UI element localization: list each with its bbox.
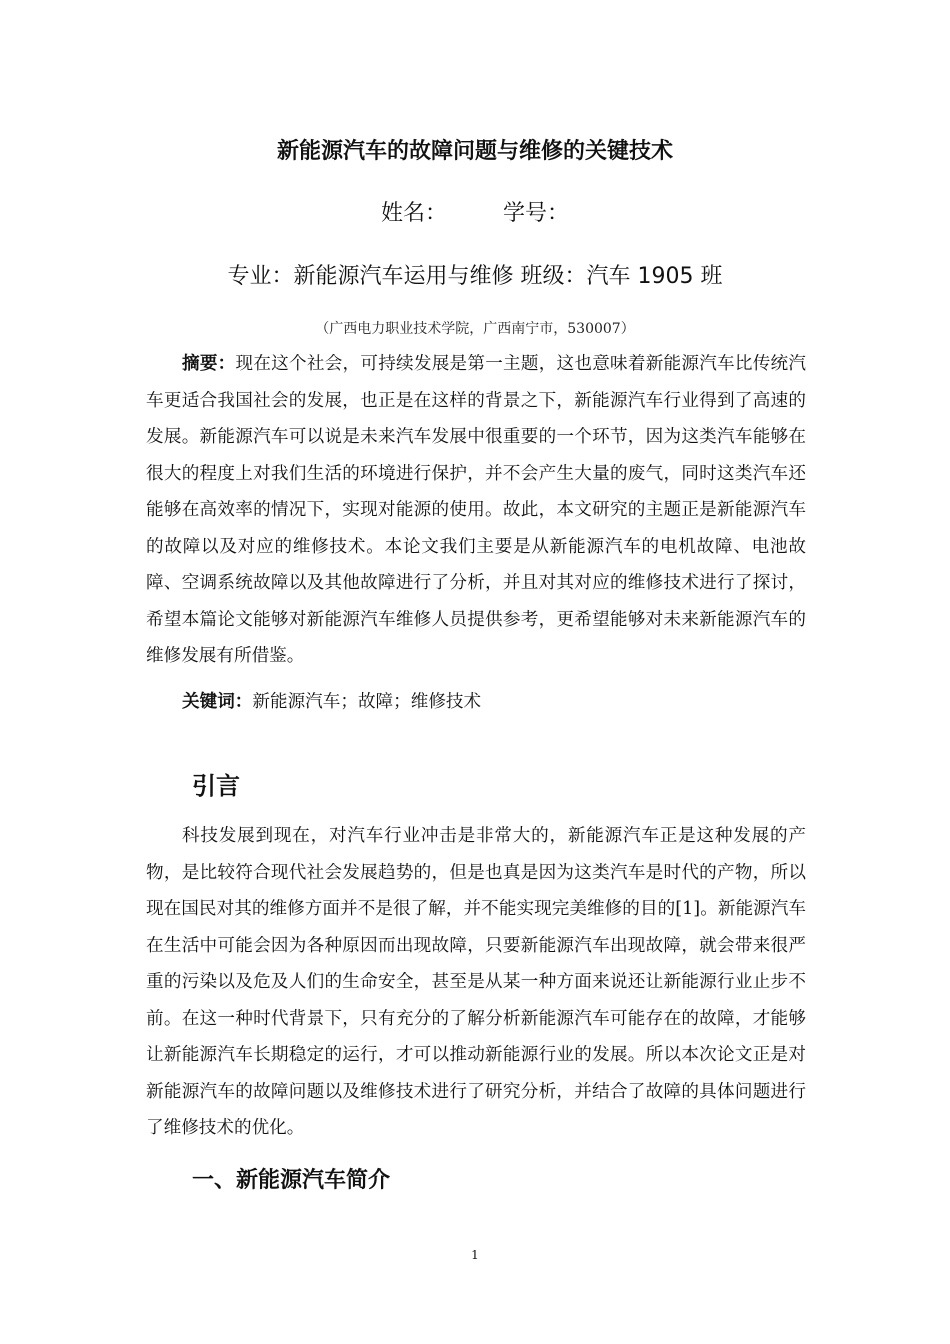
major-class-line: 专业：新能源汽车运用与维修 班级：汽车 1905 班: [227, 264, 723, 289]
name-label: 姓名：: [380, 201, 447, 226]
page-number: 1: [471, 1248, 479, 1262]
student-id-label: 学号：: [503, 201, 570, 226]
keywords-line: [146, 684, 806, 721]
abstract-paragraph: [146, 346, 806, 675]
abstract-label: 摘要：: [182, 353, 236, 374]
abstract-text: 现在这个社会，可持续发展是第一主题，这也意味着新能源汽车比传统汽车更适合我国社会的发展，也正是在这样的背景之下，新能源汽车行业得到了高速的发展。新能源汽车可以说是未来汽车发展中很重要的一个环节，因为这类汽车能够在很大的程度上对我们生活的环境进行保护，并不会产生大量的废气，同时这类汽车还能够在高效率的情况下，实现对能源的使用。故此，本文研究的主题正是新能源汽车的故障以及对应的维修技术。本论文我们主要是从新能源汽车的电机故障、电池故障、空调系统故障以及其他故障进行了分析，并且对其对应的维修技术进行了探讨，希望本篇论文能够对新能源汽车维修人员提供参考，更希望能够对未来新能源汽车的维修发展有所借鉴。: [146, 354, 806, 666]
author-line: [0, 196, 950, 227]
intro-paragraph: 科技发展到现在，对汽车行业冲击是非常大的，新能源汽车正是这种发展的产物，是比较符合现代社会发展趋势的，但是也真是因为这类汽车是时代的产物，所以现在国民对其的维修方面并不是很了解，并不能实现完美维修的目的[1]。新能源汽车在生活中可能会因为各种原因而出现故障，只要新能源汽车出现故障，就会带来很严重的污染以及危及人们的生命安全，甚至是从某一种方面来说还让新能源行业止步不前。在这一种时代背景下，只有充分的了解分析新能源汽车可能存在的故障，才能够让新能源汽车长期稳定的运行，才可以推动新能源行业的发展。所以本次论文正是对新能源汽车的故障问题以及维修技术进行了研究分析，并结合了故障的具体问题进行了维修技术的优化。: [146, 826, 806, 1138]
keywords-text: 新能源汽车；故障；维修技术: [252, 692, 482, 712]
affiliation: （广西电力职业技术学院，广西南宁市，530007）: [315, 321, 635, 337]
keywords-label: 关键词：: [182, 691, 253, 712]
section-1-heading: 一、新能源汽车简介: [192, 1168, 391, 1193]
intro-heading: 引言: [192, 772, 240, 800]
paper-title: 新能源汽车的故障问题与维修的关键技术: [276, 139, 673, 164]
